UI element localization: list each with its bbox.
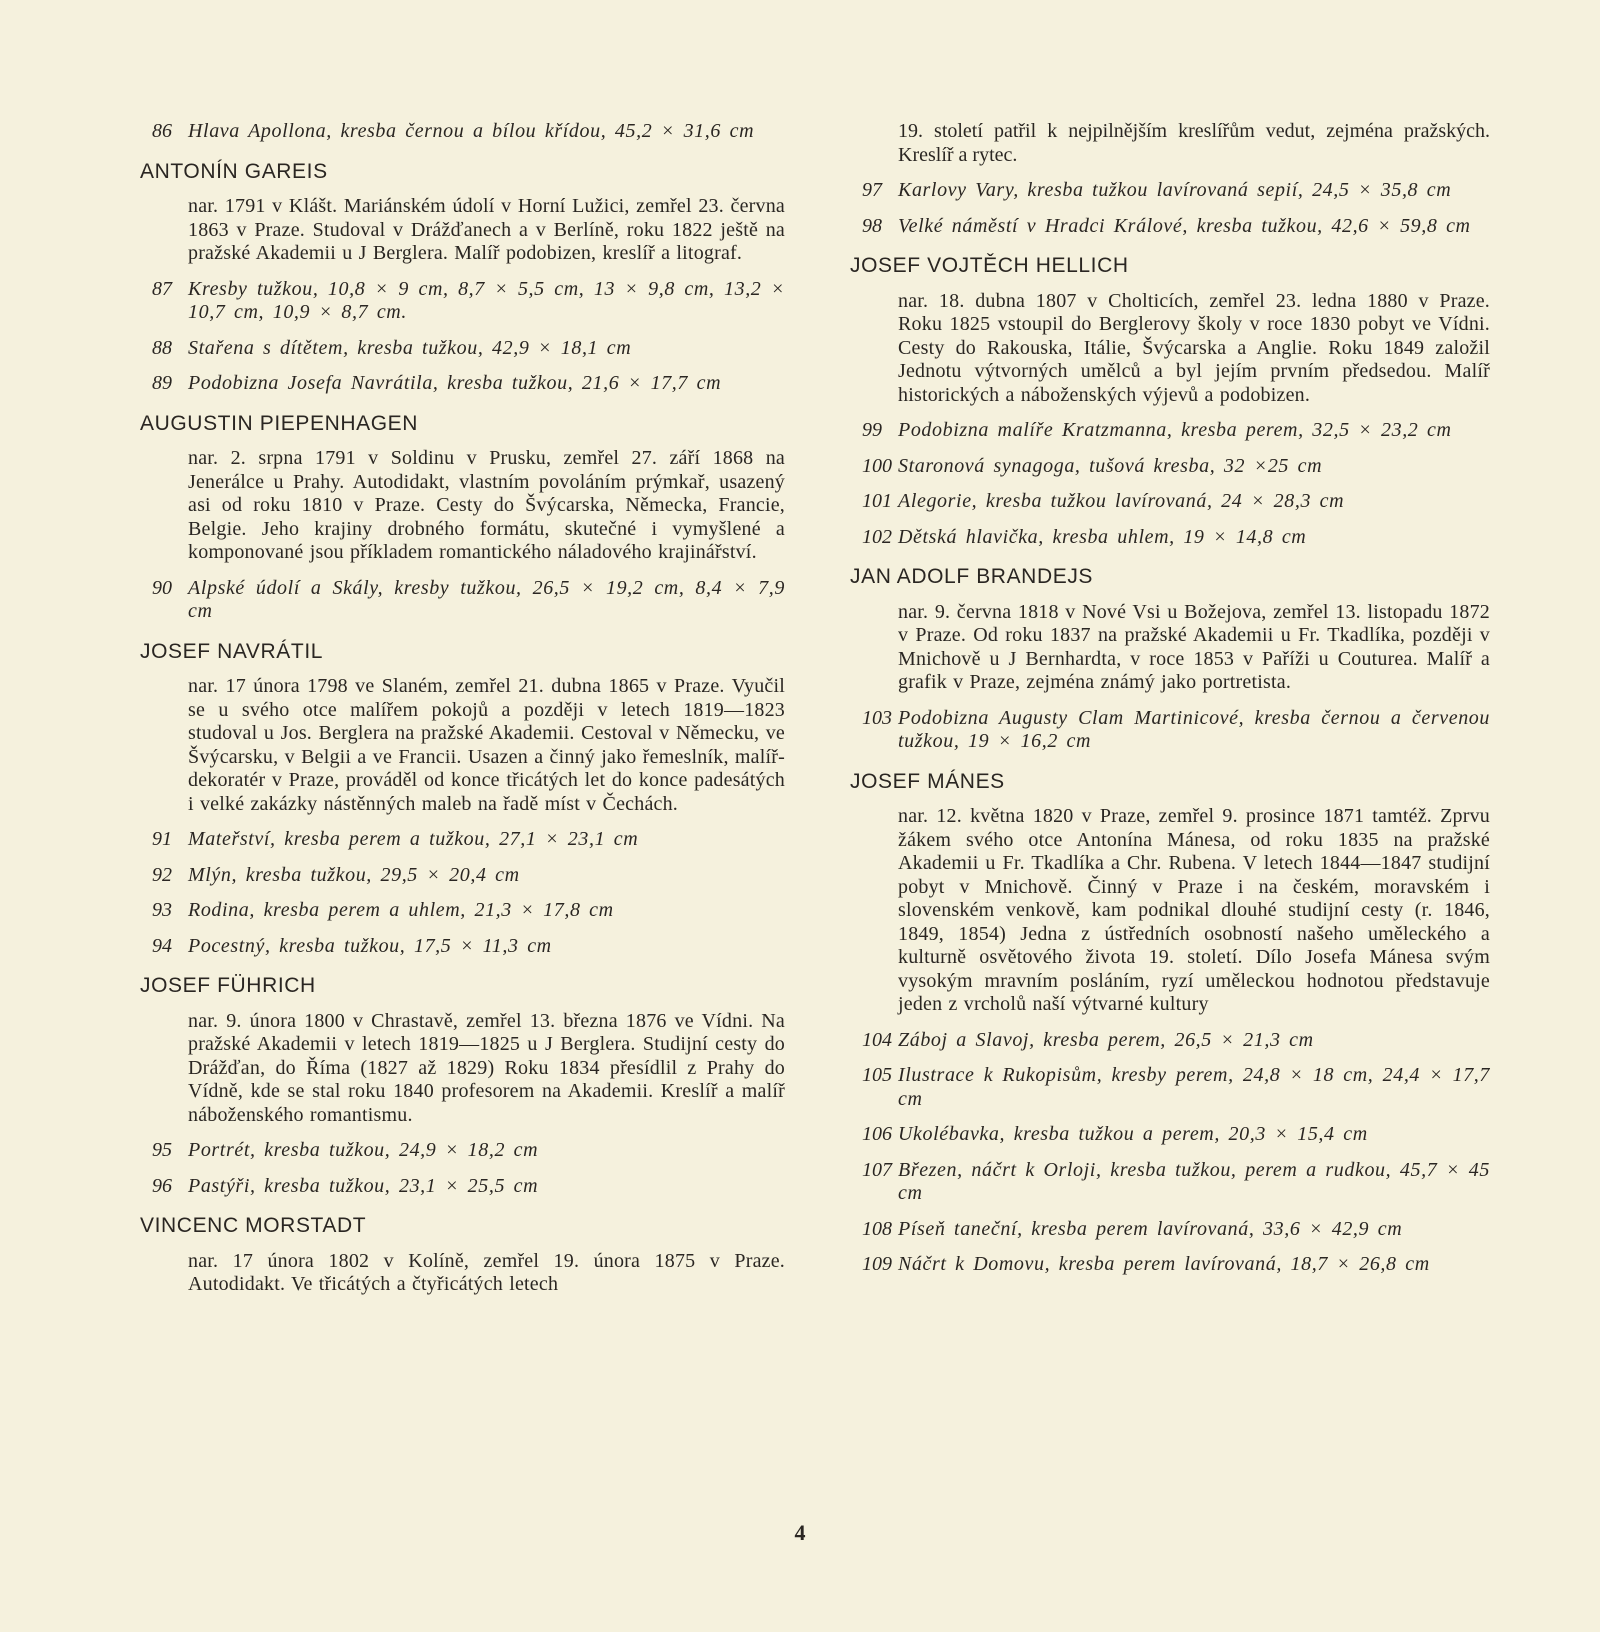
artist-heading: JOSEF VOJTĚCH HELLICH [850, 254, 1129, 277]
artist-heading: VINCENC MORSTADT [140, 1214, 367, 1237]
entry-number: 86 [152, 120, 172, 142]
entry-number: 103 [862, 706, 892, 729]
entry-text: Podobizna malíře Kratzmanna, kresba perem, 32,5 × 23,2 cm [898, 419, 1452, 441]
entry-text: Dětská hlavička, kresba uhlem, 19 × 14,8 cm [898, 525, 1307, 548]
entry-number: 91 [152, 828, 172, 850]
artist-biography: nar. 9. června 1818 v Nové Vsi u Božejova, zemřel 13. listopadu 1872 v Praze. Od roku 1837 na pražské Akademii u Fr. Tkadlíka, později v Mnichově u J Bernhardta, v roce 1853 v Paříži u Couturea. Malíř a grafik v Praze, zejména známý jako portretista. [898, 600, 1490, 693]
entry-number: 105 [862, 1064, 892, 1086]
artist-biography: nar. 18. dubna 1807 v Cholticích, zemřel 23. ledna 1880 v Praze. Roku 1825 vstoupil do Berglerovy školy v roce 1830 pobyt ve Vídni. Cesty do Rakouska, Itálie, Švýcarska a Anglie. Roku 1849 založil Jednotu výtvorných umělců a byl jejím prvním předsedou. Malíř historických a náboženských výjevů a podobizen. [898, 289, 1490, 406]
catalog-entry [850, 526, 1490, 550]
catalog-entry [140, 899, 785, 923]
artist-heading: JOSEF FÜHRICH [140, 974, 316, 997]
artist-biography: nar. 17 února 1802 v Kolíně, zemřel 19. února 1875 v Praze. Autodidakt. Ve třicátých a čtyřicátých letech [188, 1249, 785, 1295]
entry-text: Ukolébavka, kresba tužkou a perem, 20,3 × 15,4 cm [898, 1123, 1368, 1145]
entry-number: 108 [862, 1217, 892, 1240]
entry-number: 102 [862, 525, 892, 548]
entry-text: Staronová synagoga, tušová kresba, 32 ×25 cm [898, 454, 1323, 477]
entry-text: Pocestný, kresba tužkou, 17,5 × 11,3 cm [188, 934, 552, 957]
catalog-entry [140, 372, 785, 396]
catalog-entry [140, 337, 785, 361]
catalog-entry [140, 864, 785, 888]
entry-number: 87 [152, 277, 172, 300]
entry-text: Kresby tužkou, 10,8 × 9 cm, 8,7 × 5,5 cm, 13 × 9,8 cm, 13,2 × 10,7 cm, 10,9 × 8,7 cm. [188, 277, 785, 323]
entry-text: Hlava Apollona, kresba černou a bílou křídou, 45,2 × 31,6 cm [188, 120, 755, 142]
artist-biography: nar. 17 února 1798 ve Slaném, zemřel 21. dubna 1865 v Praze. Vyučil se u svého otce malířem pokojů a později v letech 1819—1823 studoval u Jos. Berglera na pražské Akademii. Cestoval v Německu, ve Švýcarsku, v Belgii a ve Francii. Usazen a činný jako řemeslník, malíř-dekoratér v Praze, prováděl od konce třicátých let do konce padesátých i velké zakázky nástěnných maleb na řadě míst v Čechách. [188, 675, 785, 815]
catalog-entry [850, 179, 1490, 203]
entry-text: Alegorie, kresba tužkou lavírovaná, 24 × 28,3 cm [898, 490, 1345, 512]
entry-number: 100 [862, 454, 892, 477]
entry-number: 104 [862, 1028, 892, 1051]
entry-number: 97 [862, 179, 882, 201]
biography-continuation: 19. století patřil k nejpilnějším kreslířům vedut, zejména pražských. Kreslíř a rytec. [898, 120, 1490, 166]
catalog-entry [850, 1029, 1490, 1053]
artist-heading: AUGUSTIN PIEPENHAGEN [140, 411, 419, 435]
left-column [140, 120, 785, 1309]
catalog-entry [140, 1139, 785, 1163]
entry-text: Portrét, kresba tužkou, 24,9 × 18,2 cm [188, 1139, 539, 1161]
entry-number: 101 [862, 490, 892, 512]
catalog-entry [850, 215, 1490, 239]
entry-text: Náčrt k Domovu, kresba perem lavírovaná, 18,7 × 26,8 cm [898, 1253, 1430, 1275]
entry-number: 98 [862, 214, 882, 237]
catalog-entry [850, 419, 1490, 443]
catalog-entry [140, 120, 785, 144]
entry-number: 90 [152, 576, 172, 599]
catalog-entry [140, 935, 785, 959]
entry-number: 95 [152, 1139, 172, 1161]
entry-number: 92 [152, 863, 172, 886]
catalog-entry [850, 1123, 1490, 1147]
entry-text: Mlýn, kresba tužkou, 29,5 × 20,4 cm [188, 863, 520, 886]
catalog-entry [140, 278, 785, 325]
artist-biography: nar. 12. května 1820 v Praze, zemřel 9. prosince 1871 tamtéž. Zprvu žákem svého otce Antonína Mánesa, od roku 1835 na pražské Akademii u Fr. Tkadlíka a Chr. Rubena. V letech 1844—1847 studijní pobyt v Mnichově. Činný v Praze i na českém, moravském i slovenském venkově, kam podnikal dlouhé studijní cesty (r. 1846, 1849, 1854) Jedna z ústředních osobností našeho uměleckého a kulturně osvětového života 19. století. Dílo Josefa Mánesa svým vysokým mravním posláním, ryzí uměleckou hodnotou představuje jeden z vrcholů naší výtvarné kultury [898, 805, 1490, 1015]
entry-text: Rodina, kresba perem a uhlem, 21,3 × 17,8 cm [188, 899, 614, 921]
entry-text: Mateřství, kresba perem a tužkou, 27,1 × 23,1 cm [188, 828, 639, 850]
entry-number: 88 [152, 336, 172, 359]
entry-number: 89 [152, 372, 172, 394]
catalog-entry [850, 1218, 1490, 1242]
catalog-entry [140, 577, 785, 624]
artist-heading: JOSEF MÁNES [850, 769, 1005, 793]
entry-text: Stařena s dítětem, kresba tužkou, 42,9 × 18,1 cm [188, 336, 632, 359]
catalog-entry [850, 490, 1490, 514]
entry-text: Pastýři, kresba tužkou, 23,1 × 25,5 cm [188, 1174, 539, 1197]
catalog-entry [850, 1159, 1490, 1206]
catalog-entry [140, 1175, 785, 1199]
artist-heading: ANTONÍN GAREIS [140, 159, 328, 183]
entry-number: 96 [152, 1174, 172, 1197]
entry-text: Velké náměstí v Hradci Králové, kresba tužkou, 42,6 × 59,8 cm [898, 214, 1471, 237]
artist-biography: nar. 2. srpna 1791 v Soldinu v Prusku, zemřel 27. září 1868 na Jenerálce u Prahy. Autodidakt, vlastním povoláním prýmkař, usazený asi od roku 1810 v Praze. Cesty do Švýcarska, Německa, Francie, Belgie. Jeho krajiny drobného formátu, skutečné i vymyšlené a komponované jsou příkladem romantického náladového krajinářství. [188, 447, 785, 563]
entry-text: Píseň taneční, kresba perem lavírovaná, 33,6 × 42,9 cm [898, 1217, 1403, 1240]
entry-number: 109 [862, 1253, 892, 1275]
catalog-entry [850, 1064, 1490, 1111]
artist-biography: nar. 9. února 1800 v Chrastavě, zemřel 13. března 1876 ve Vídni. Na pražské Akademii v letech 1819—1825 u J Berglera. Studijní cesty do Drážďan, do Říma (1827 až 1829) Roku 1834 přesídlil z Prahy do Vídně, kde se stal roku 1840 profesorem na Akademii. Kreslíř a malíř náboženského romantismu. [188, 1009, 785, 1126]
catalog-entry [850, 1253, 1490, 1277]
entry-number: 93 [152, 899, 172, 921]
page-number: 4 [794, 1520, 806, 1545]
artist-heading: JOSEF NAVRÁTIL [140, 639, 324, 663]
entry-text: Ilustrace k Rukopisům, kresby perem, 24,8 × 18 cm, 24,4 × 17,7 cm [898, 1064, 1490, 1110]
entry-number: 94 [152, 934, 172, 957]
right-column [850, 120, 1490, 1289]
artist-biography: nar. 1791 v Klášt. Mariánském údolí v Horní Lužici, zemřel 23. června 1863 v Praze. Studoval v Drážďanech a v Berlíně, roku 1822 ještě na pražské Akademii u J Berglera. Malíř podobizen, kreslíř a litograf. [188, 195, 785, 264]
catalog-entry [850, 707, 1490, 754]
entry-text: Záboj a Slavoj, kresba perem, 26,5 × 21,3 cm [898, 1028, 1314, 1051]
entry-text: Alpské údolí a Skály, kresby tužkou, 26,5 × 19,2 cm, 8,4 × 7,9 cm [188, 576, 785, 622]
entry-number: 107 [862, 1158, 892, 1181]
entry-text: Březen, náčrt k Orloji, kresba tužkou, perem a rudkou, 45,7 × 45 cm [898, 1158, 1490, 1204]
catalog-entry [850, 455, 1490, 479]
entry-number: 99 [862, 419, 882, 441]
entry-number: 106 [862, 1123, 892, 1145]
entry-text: Podobizna Augusty Clam Martinicové, kresba černou a červenou tužkou, 19 × 16,2 cm [898, 706, 1490, 752]
entry-text: Podobizna Josefa Navrátila, kresba tužkou, 21,6 × 17,7 cm [188, 372, 722, 394]
artist-heading: JAN ADOLF BRANDEJS [850, 565, 1094, 588]
entry-text: Karlovy Vary, kresba tužkou lavírovaná sepií, 24,5 × 35,8 cm [898, 179, 1452, 201]
catalog-entry [140, 828, 785, 852]
